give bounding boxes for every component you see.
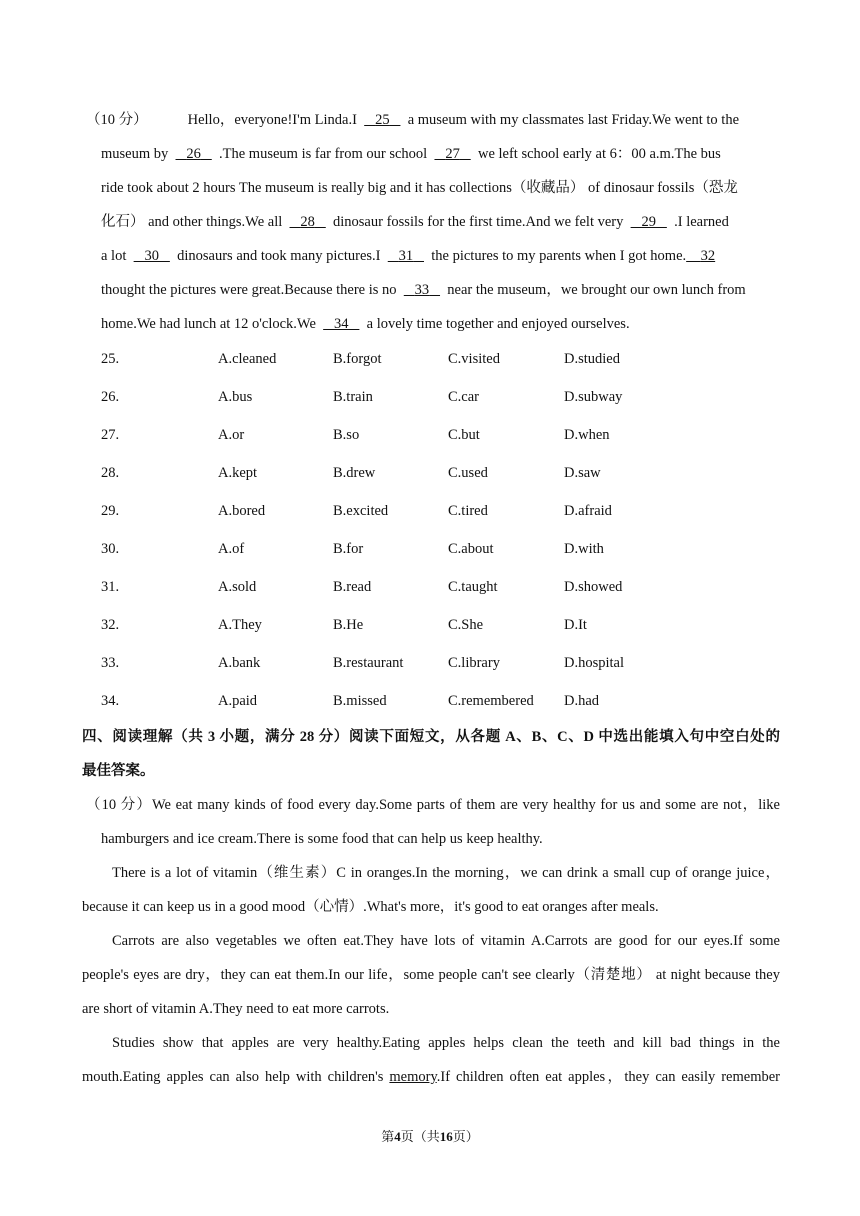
option-a[interactable]: A.bank — [218, 655, 261, 671]
reading-p3-line2: people's eyes are dry，they can eat them.In our life，some people can't see clearly（清楚地） at night because they — [82, 967, 780, 983]
option-row — [101, 577, 801, 597]
option-c[interactable]: C.but — [448, 427, 480, 443]
option-b[interactable]: B.for — [333, 541, 364, 557]
option-a[interactable]: A.or — [218, 427, 245, 443]
option-c[interactable]: C.taught — [448, 579, 498, 595]
option-b[interactable]: B.forgot — [333, 351, 382, 367]
cloze-score: （10 分） — [86, 112, 148, 128]
option-d[interactable]: D.It — [564, 617, 587, 633]
option-row — [101, 653, 801, 673]
reading-p3-line3: are short of vitamin A.They need to eat more carrots. — [82, 1001, 390, 1017]
option-d[interactable]: D.subway — [564, 389, 623, 405]
option-b[interactable]: B.read — [333, 579, 372, 595]
blank-34: 34 — [334, 316, 349, 332]
page-footer: 第4页（共16页） — [381, 1129, 479, 1144]
option-d[interactable]: D.with — [564, 541, 604, 557]
option-b[interactable]: B.excited — [333, 503, 389, 519]
section-heading-cont: 最佳答案。 — [82, 763, 155, 779]
option-d[interactable]: D.when — [564, 427, 610, 443]
cloze-line-4: 化石） and other things.We all 28 dinosaur fossils for the first time.And we felt very 29 .I learned — [101, 214, 729, 230]
blank-27: 27 — [445, 146, 460, 162]
option-row — [101, 349, 801, 369]
option-d[interactable]: D.hospital — [564, 655, 625, 671]
reading-p4-line1: Studies show that apples are very healthy.Eating apples helps clean the teeth and kill bad things in the — [112, 1035, 780, 1051]
cloze-line-3: ride took about 2 hours The museum is really big and it has collections（收藏品） of dinosaur fossils（恐龙 — [101, 180, 738, 196]
cloze-line-7: home.We had lunch at 12 o'clock.We 34 a lovely time together and enjoyed ourselves. — [101, 316, 630, 332]
cloze-line-2: museum by 26 .The museum is far from our school 27 we left school early at 6：00 a.m.The bus — [101, 146, 721, 162]
option-a[interactable]: A.paid — [218, 693, 258, 709]
reading-p4-line2: mouth.Eating apples can also help with children's memory.If children often eat apples，they can easily remember — [82, 1069, 780, 1085]
blank-32: 32 — [700, 248, 716, 264]
question-number: 25. — [101, 351, 120, 367]
option-row — [101, 425, 801, 445]
option-row — [101, 387, 801, 407]
option-row — [101, 691, 801, 711]
page-total: 16 — [439, 1129, 453, 1144]
option-row — [101, 615, 801, 635]
option-d[interactable]: D.had — [564, 693, 600, 709]
option-a[interactable]: A.They — [218, 617, 262, 633]
option-c[interactable]: C.tired — [448, 503, 488, 519]
option-a[interactable]: A.bored — [218, 503, 266, 519]
question-number: 26. — [101, 389, 120, 405]
blank-31: 31 — [398, 248, 414, 264]
question-number: 27. — [101, 427, 120, 443]
option-c[interactable]: C.about — [448, 541, 494, 557]
question-number: 32. — [101, 617, 120, 633]
blank-29: 29 — [641, 214, 656, 230]
option-row — [101, 501, 801, 521]
reading-p3-line1: Carrots are also vegetables we often eat.They have lots of vitamin A.Carrots are good for our eyes.If some — [112, 933, 780, 949]
option-a[interactable]: A.bus — [218, 389, 253, 405]
reading-p1-line1: （10 分）We eat many kinds of food every day.Some parts of them are very healthy for us and some are not，like — [86, 797, 780, 813]
blank-30: 30 — [144, 248, 159, 264]
question-number: 33. — [101, 655, 120, 671]
option-row — [101, 539, 801, 559]
blank-26: 26 — [186, 146, 201, 162]
reading-p1-line2: hamburgers and ice cream.There is some food that can help us keep healthy. — [101, 831, 543, 847]
option-a[interactable]: A.kept — [218, 465, 258, 481]
option-b[interactable]: B.drew — [333, 465, 376, 481]
question-number: 30. — [101, 541, 120, 557]
option-d[interactable]: D.studied — [564, 351, 620, 367]
option-c[interactable]: C.remembered — [448, 693, 534, 709]
page-number: 4 — [394, 1129, 401, 1144]
reading-p2-line2: because it can keep us in a good mood（心情）.What's more，it's good to eat oranges after meals. — [82, 899, 659, 915]
section-heading: 四、阅读理解（共 3 小题，满分 28 分）阅读下面短文，从各题 A、B、C、D 中选出能填入句中空白处的 — [82, 729, 780, 745]
blank-28: 28 — [300, 214, 315, 230]
option-c[interactable]: C.She — [448, 617, 484, 633]
option-d[interactable]: D.afraid — [564, 503, 612, 519]
question-number: 34. — [101, 693, 120, 709]
option-c[interactable]: C.visited — [448, 351, 500, 367]
option-a[interactable]: A.of — [218, 541, 245, 557]
question-number: 29. — [101, 503, 120, 519]
blank-33: 33 — [414, 282, 430, 298]
question-number: 28. — [101, 465, 120, 481]
cloze-line-1: （10 分） Hello，everyone!I'm Linda.I 25 a museum with my classmates last Friday.We went to the — [86, 112, 740, 128]
underlined-word-memory: memory — [389, 1069, 437, 1085]
blank-25: 25 — [375, 112, 390, 128]
option-b[interactable]: B.missed — [333, 693, 387, 709]
option-a[interactable]: A.cleaned — [218, 351, 277, 367]
option-d[interactable]: D.saw — [564, 465, 601, 481]
option-c[interactable]: C.library — [448, 655, 500, 671]
option-row — [101, 463, 801, 483]
question-number: 31. — [101, 579, 120, 595]
option-b[interactable]: B.train — [333, 389, 373, 405]
option-b[interactable]: B.restaurant — [333, 655, 404, 671]
cloze-line-5: a lot 30 dinosaurs and took many pictures.I 31 the pictures to my parents when I got home. 32 — [101, 248, 716, 264]
option-c[interactable]: C.used — [448, 465, 488, 481]
option-b[interactable]: B.so — [333, 427, 360, 443]
option-d[interactable]: D.showed — [564, 579, 623, 595]
option-c[interactable]: C.car — [448, 389, 479, 405]
cloze-line-6: thought the pictures were great.Because there is no 33 near the museum，we brought our own lunch from — [101, 282, 746, 298]
option-a[interactable]: A.sold — [218, 579, 257, 595]
option-b[interactable]: B.He — [333, 617, 364, 633]
reading-p2-line1: There is a lot of vitamin（维生素）C in oranges.In the morning，we can drink a small cup of orange juice， — [112, 865, 780, 881]
